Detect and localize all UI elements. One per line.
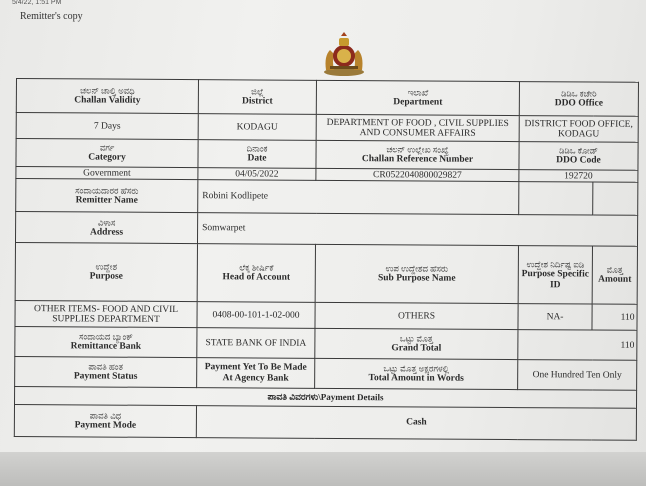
category-header: ವರ್ಗ Category (16, 139, 198, 168)
purpose-specific-id-value: NA- (518, 304, 592, 330)
payment-status-header: ಪಾವತಿ ಹಂತ Payment Status (15, 356, 197, 387)
payment-mode-header: ಪಾವತಿ ವಿಧ Payment Mode (14, 404, 196, 437)
ddo-code-header: ಡಿಡಿಒ ಕೋಡ್ DDO Code (519, 142, 638, 171)
category-value: Government (16, 167, 198, 180)
grand-total-header: ಒಟ್ಟು ಮೊತ್ತ Grand Total (315, 328, 518, 359)
blank-cell (519, 182, 593, 215)
challan-ref-header: ಚಲನ್ ಉಲ್ಲೇಖ ಸಂಖ್ಯೆ Challan Reference Number (316, 140, 519, 169)
amount-value: 110 (592, 304, 637, 330)
date-header: ದಿನಾಂಕ Date (198, 140, 316, 169)
department-value: DEPARTMENT OF FOOD , CIVIL SUPPLIES AND CONSUMER AFFAIRS (316, 114, 519, 141)
challan-table (14, 78, 639, 441)
amount-in-words-header: ಒಟ್ಟು ಮೊತ್ತ ಅಕ್ಷರಗಳಲ್ಲಿ Total Amount in Words (315, 358, 518, 389)
payment-mode-value: Cash (196, 406, 636, 441)
grand-total-value: 110 (518, 330, 637, 361)
purpose-value: OTHER ITEMS- FOOD AND CIVIL SUPPLIES DEPARTMENT (15, 300, 197, 327)
remitter-copy-label: Remitter's copy (20, 11, 83, 22)
district-header: ಜಿಲ್ಲೆ District (198, 80, 316, 115)
challan-ref-value: CR0522040800029827 (316, 168, 519, 181)
address-value: Somwarpet (197, 213, 637, 247)
address-header: ವಿಳಾಸ Address (15, 212, 197, 244)
remittance-bank-header: ಸಂದಾಯದ ಬ್ಯಾಂಕ್ Remittance Bank (15, 326, 197, 357)
remitter-name-header: ಸಂದಾಯದಾರರ ಹೆಸರು Remitter Name (16, 179, 198, 213)
department-header: ಇಲಾಖೆ Department (316, 80, 519, 115)
purpose-specific-id-header: ಉದ್ದೇಶ ನಿರ್ದಿಷ್ಟ ಐಡಿ Purpose Specific ID (518, 246, 592, 304)
challan-validity-header: ಚಲನ್ ಚಾಲ್ತಿ ಅವಧಿ Challan Validity (16, 79, 198, 114)
payment-status-value: Payment Yet To Be Made At Agency Bank (197, 358, 315, 389)
head-of-account-header: ಲೆಕ್ಕ ಶೀರ್ಷಿಕೆ Head of Account (197, 244, 315, 303)
blank-cell (593, 182, 638, 215)
state-emblem-icon (320, 32, 368, 78)
page-bottom-shadow (0, 452, 646, 486)
amount-in-words-value: One Hundred Ten Only (518, 360, 637, 391)
payment-details-header: ಪಾವತಿ ವಿವರಗಳು\Payment Details (15, 386, 637, 408)
amount-header: ಮೊತ್ತ Amount (592, 246, 637, 304)
print-timestamp: 5/4/22, 1:51 PM (12, 0, 62, 6)
remittance-bank-value: STATE BANK OF INDIA (197, 328, 315, 359)
sub-purpose-value: OTHERS (315, 302, 518, 329)
ddo-office-value: DISTRICT FOOD OFFICE, KODAGU (519, 116, 638, 143)
head-of-account-value: 0408-00-101-1-02-000 (197, 302, 315, 329)
ddo-office-header: ಡಿಡಿಒ ಕಚೇರಿ DDO Office (519, 82, 638, 117)
ddo-code-value: 192720 (519, 170, 638, 183)
remitter-name-value: Robini Kodlipete (198, 180, 519, 215)
date-value: 04/05/2022 (198, 168, 316, 181)
challan-validity-value: 7 Days (16, 113, 198, 140)
district-value: KODAGU (198, 114, 316, 141)
purpose-header: ಉದ್ದೇಶ Purpose (15, 242, 197, 301)
sub-purpose-header: ಉಪ ಉದ್ದೇಶದ ಹೆಸರು Sub Purpose Name (315, 244, 518, 303)
